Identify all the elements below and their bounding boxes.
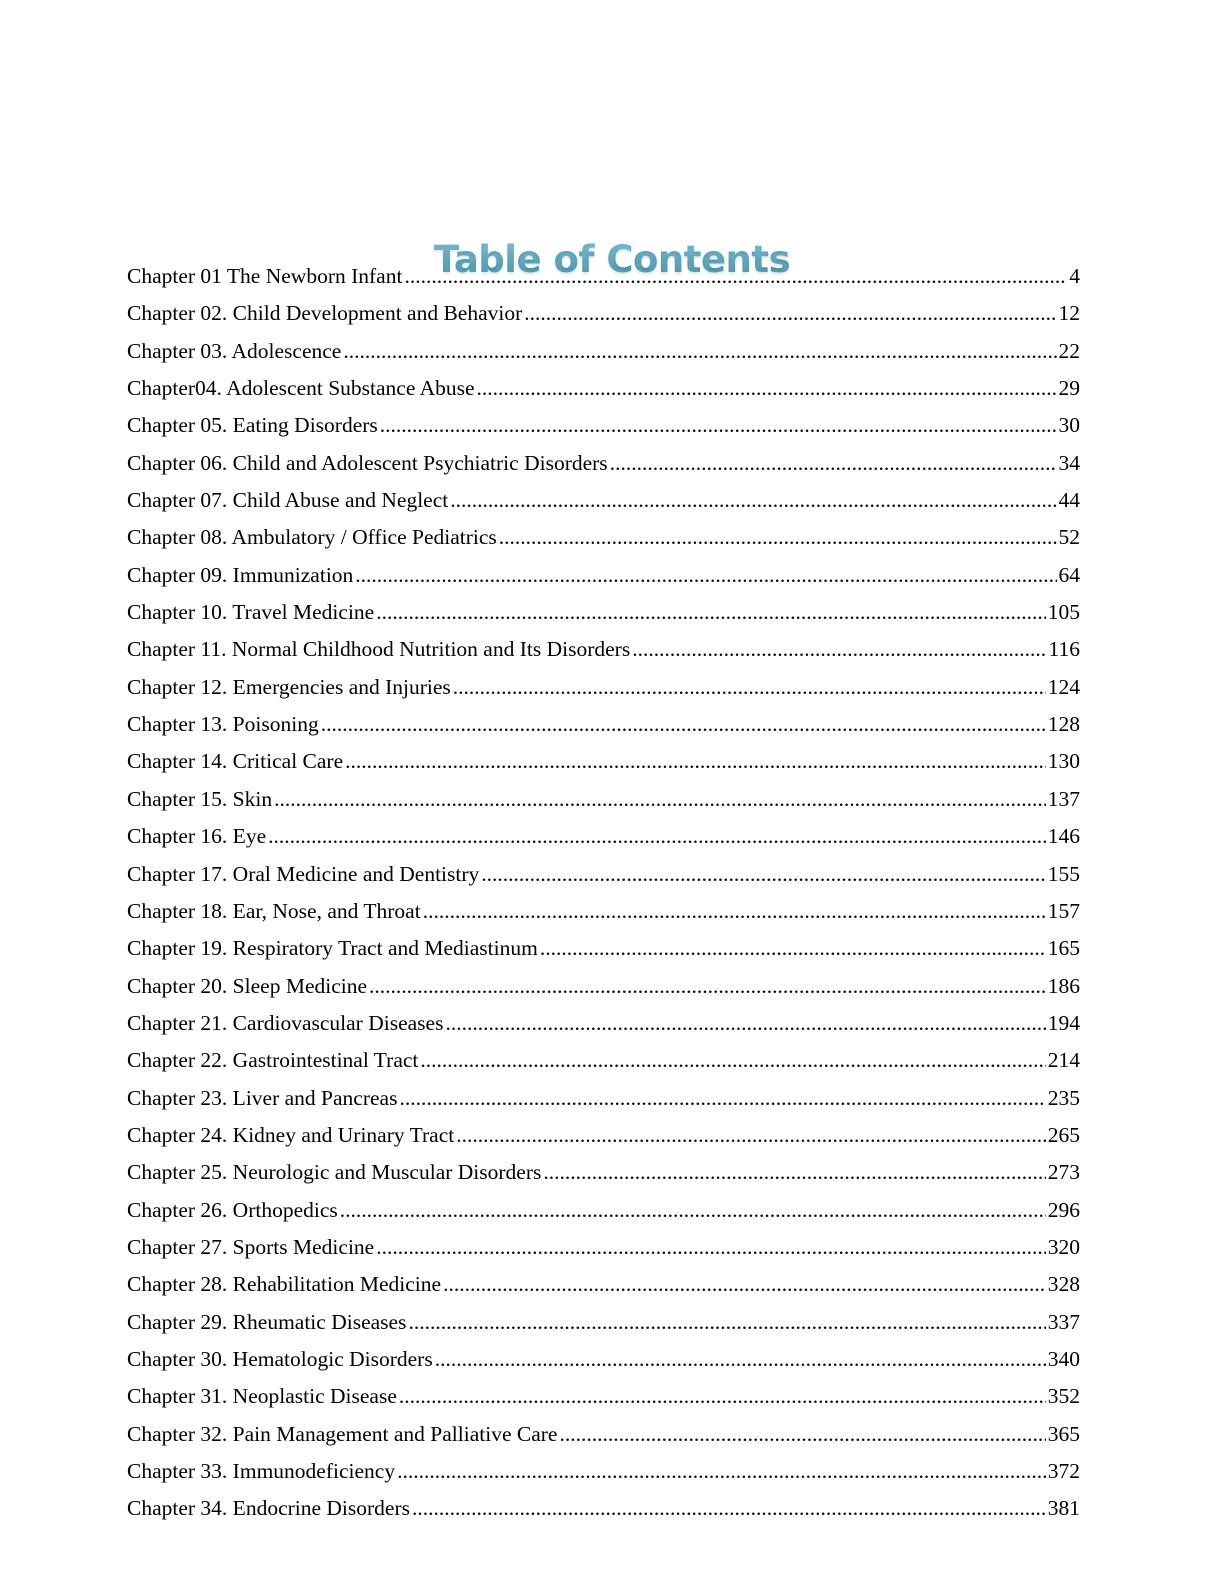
toc-entry[interactable] [127, 1304, 1080, 1341]
dot-leader [450, 482, 1056, 519]
toc-entry-page: 116 [1048, 637, 1080, 662]
dot-leader [274, 781, 1046, 818]
toc-entry-label: Chapter 03. Adolescence [127, 338, 342, 363]
toc-entry-page: 12 [1058, 301, 1080, 326]
dot-leader [481, 856, 1045, 893]
toc-entry[interactable] [127, 1042, 1080, 1079]
toc-entry-label: Chapter 05. Eating Disorders [127, 413, 378, 438]
toc-entry-page: 320 [1047, 1234, 1080, 1259]
toc-entry[interactable] [127, 1117, 1080, 1154]
dot-leader [453, 669, 1046, 706]
toc-entry-label: Chapter 01 The Newborn Infant [127, 264, 403, 288]
toc-entry-page: 381 [1047, 1496, 1080, 1521]
toc-entry-label: Chapter 30. Hematologic Disorders [127, 1346, 433, 1371]
toc-entry[interactable] [127, 1192, 1080, 1229]
toc-entry-page: 105 [1047, 600, 1080, 625]
toc-entry-page: 214 [1047, 1048, 1080, 1073]
toc-entry-label: Chapter 27. Sports Medicine [127, 1234, 375, 1259]
dot-leader [380, 407, 1057, 444]
toc-entry-label: Chapter 10. Travel Medicine [127, 600, 375, 625]
toc-entry-label: Chapter 25. Neurologic and Muscular Disorders [127, 1160, 542, 1185]
dot-leader [559, 1416, 1045, 1453]
dot-leader [456, 1117, 1046, 1154]
toc-entry-page: 337 [1047, 1309, 1080, 1334]
dot-leader [610, 445, 1057, 482]
toc-entry-page: 296 [1047, 1197, 1080, 1222]
toc-entry-label: Chapter 33. Immunodeficiency [127, 1459, 396, 1483]
toc-entry-label: Chapter 17. Oral Medicine and Dentistry [127, 861, 480, 886]
toc-entry[interactable] [127, 1453, 1080, 1490]
toc-entry-label: Chapter 22. Gastrointestinal Tract [127, 1048, 419, 1073]
toc-entry[interactable] [127, 1005, 1080, 1042]
dot-leader [412, 1490, 1046, 1527]
dot-leader [477, 370, 1057, 407]
toc-entry-label: Chapter 21. Cardiovascular Diseases [127, 1010, 444, 1035]
toc-entry-label: Chapter 32. Pain Management and Palliative Care [127, 1421, 558, 1446]
toc-entry-page: 372 [1047, 1459, 1080, 1483]
toc-entry[interactable] [127, 594, 1080, 631]
dot-leader [524, 295, 1056, 332]
dot-leader [443, 1266, 1046, 1303]
toc-entry[interactable] [127, 370, 1080, 407]
toc-entry-label: Chapter 13. Poisoning [127, 712, 319, 737]
toc-entry-label: Chapter 06. Child and Adolescent Psychiatric Disorders [127, 450, 608, 475]
dot-leader [376, 594, 1046, 631]
toc-entry-label: Chapter04. Adolescent Substance Abuse [127, 376, 475, 401]
toc-entry-label: Chapter 12. Emergencies and Injuries [127, 674, 451, 699]
dot-leader [399, 1378, 1046, 1415]
dot-leader [543, 1154, 1045, 1191]
toc-entry[interactable] [127, 1341, 1080, 1378]
toc-entry[interactable] [127, 295, 1080, 332]
dot-leader [345, 743, 1046, 780]
dot-leader [343, 333, 1056, 370]
toc-entry-page: 365 [1047, 1421, 1080, 1446]
toc-entry-label: Chapter 14. Critical Care [127, 749, 344, 774]
toc-entry-page: 44 [1058, 488, 1080, 513]
dot-leader [445, 1005, 1045, 1042]
toc-entry-label: Chapter 15. Skin [127, 786, 273, 811]
toc-entry-page: 146 [1047, 824, 1080, 849]
toc-entry-page: 52 [1058, 525, 1080, 550]
toc-entry-label: Chapter 07. Child Abuse and Neglect [127, 488, 449, 513]
toc-entry-page: 34 [1058, 450, 1080, 475]
toc-entry[interactable] [127, 445, 1080, 482]
toc-entry-page: 4 [1069, 264, 1080, 288]
toc-entry-label: Chapter 08. Ambulatory / Office Pediatrics [127, 525, 497, 550]
toc-entry-page: 265 [1047, 1122, 1080, 1147]
toc-entry-page: 130 [1047, 749, 1080, 774]
toc-entry[interactable] [127, 519, 1080, 556]
toc-list [127, 258, 1080, 1528]
toc-entry[interactable] [127, 1229, 1080, 1266]
dot-leader [499, 519, 1057, 556]
dot-leader [423, 893, 1046, 930]
toc-entry-page: 328 [1047, 1272, 1080, 1297]
dot-leader [399, 1080, 1045, 1117]
toc-entry-page: 30 [1058, 413, 1080, 438]
dot-leader [355, 557, 1056, 594]
dot-leader [340, 1192, 1046, 1229]
toc-entry[interactable] [127, 669, 1080, 706]
toc-entry-label: Chapter 16. Eye [127, 824, 267, 849]
toc-entry-label: Chapter 24. Kidney and Urinary Tract [127, 1122, 455, 1147]
dot-leader [369, 968, 1046, 1005]
toc-entry[interactable] [127, 856, 1080, 893]
dot-leader [268, 818, 1046, 855]
dot-leader [376, 1229, 1046, 1266]
toc-entry[interactable] [127, 706, 1080, 743]
toc-entry-page: 273 [1047, 1160, 1080, 1185]
toc-entry[interactable] [127, 407, 1080, 444]
toc-entry[interactable] [127, 482, 1080, 519]
toc-entry[interactable] [127, 1378, 1080, 1415]
toc-entry[interactable] [127, 333, 1080, 370]
toc-entry-label: Chapter 19. Respiratory Tract and Mediastinum [127, 936, 538, 961]
toc-entry-label: Chapter 29. Rheumatic Diseases [127, 1309, 407, 1334]
toc-entry-page: 186 [1047, 973, 1080, 998]
toc-entry[interactable] [127, 631, 1080, 668]
toc-entry-page: 22 [1058, 338, 1080, 363]
toc-entry-label: Chapter 02. Child Development and Behavior [127, 301, 523, 326]
toc-entry-label: Chapter 28. Rehabilitation Medicine [127, 1272, 442, 1297]
toc-entry-page: 235 [1047, 1085, 1080, 1110]
toc-entry-page: 137 [1047, 786, 1080, 811]
toc-entry-label: Chapter 26. Orthopedics [127, 1197, 338, 1222]
toc-entry[interactable] [127, 968, 1080, 1005]
toc-entry-page: 29 [1058, 376, 1080, 401]
toc-entry[interactable] [127, 1266, 1080, 1303]
toc-entry[interactable] [127, 1154, 1080, 1191]
toc-entry-page: 194 [1047, 1010, 1080, 1035]
toc-entry[interactable] [127, 1416, 1080, 1453]
dot-leader [408, 1304, 1045, 1341]
toc-entry-label: Chapter 09. Immunization [127, 562, 354, 587]
toc-entry-label: Chapter 11. Normal Childhood Nutrition and Its Disorders [127, 637, 631, 662]
toc-entry[interactable] [127, 1490, 1080, 1527]
toc-entry-page: 64 [1058, 562, 1080, 587]
toc-entry-page: 340 [1047, 1346, 1080, 1371]
toc-entry-page: 128 [1047, 712, 1080, 737]
toc-entry-label: Chapter 18. Ear, Nose, and Throat [127, 898, 421, 923]
dot-leader [420, 1042, 1045, 1079]
toc-entry[interactable] [127, 818, 1080, 855]
toc-entry[interactable] [127, 930, 1080, 967]
dot-leader [435, 1341, 1046, 1378]
dot-leader [397, 1453, 1046, 1490]
toc-entry[interactable] [127, 743, 1080, 780]
toc-entry-page: 352 [1047, 1384, 1080, 1409]
page-title: Table of Contents [0, 237, 1224, 283]
dot-leader [404, 258, 1067, 295]
toc-entry-label: Chapter 20. Sleep Medicine [127, 973, 368, 998]
toc-entry[interactable] [127, 1080, 1080, 1117]
toc-entry[interactable] [127, 258, 1080, 295]
toc-entry-page: 155 [1047, 861, 1080, 886]
toc-entry-page: 124 [1047, 674, 1080, 699]
dot-leader [632, 631, 1046, 668]
dot-leader [321, 706, 1046, 743]
toc-entry-page: 157 [1047, 898, 1080, 923]
toc-entry-label: Chapter 34. Endocrine Disorders [127, 1496, 411, 1521]
toc-entry-label: Chapter 23. Liver and Pancreas [127, 1085, 398, 1110]
toc-entry[interactable] [127, 557, 1080, 594]
toc-entry[interactable] [127, 893, 1080, 930]
toc-entry-label: Chapter 31. Neoplastic Disease [127, 1384, 397, 1409]
toc-entry-page: 165 [1047, 936, 1080, 961]
dot-leader [540, 930, 1046, 967]
toc-entry[interactable] [127, 781, 1080, 818]
